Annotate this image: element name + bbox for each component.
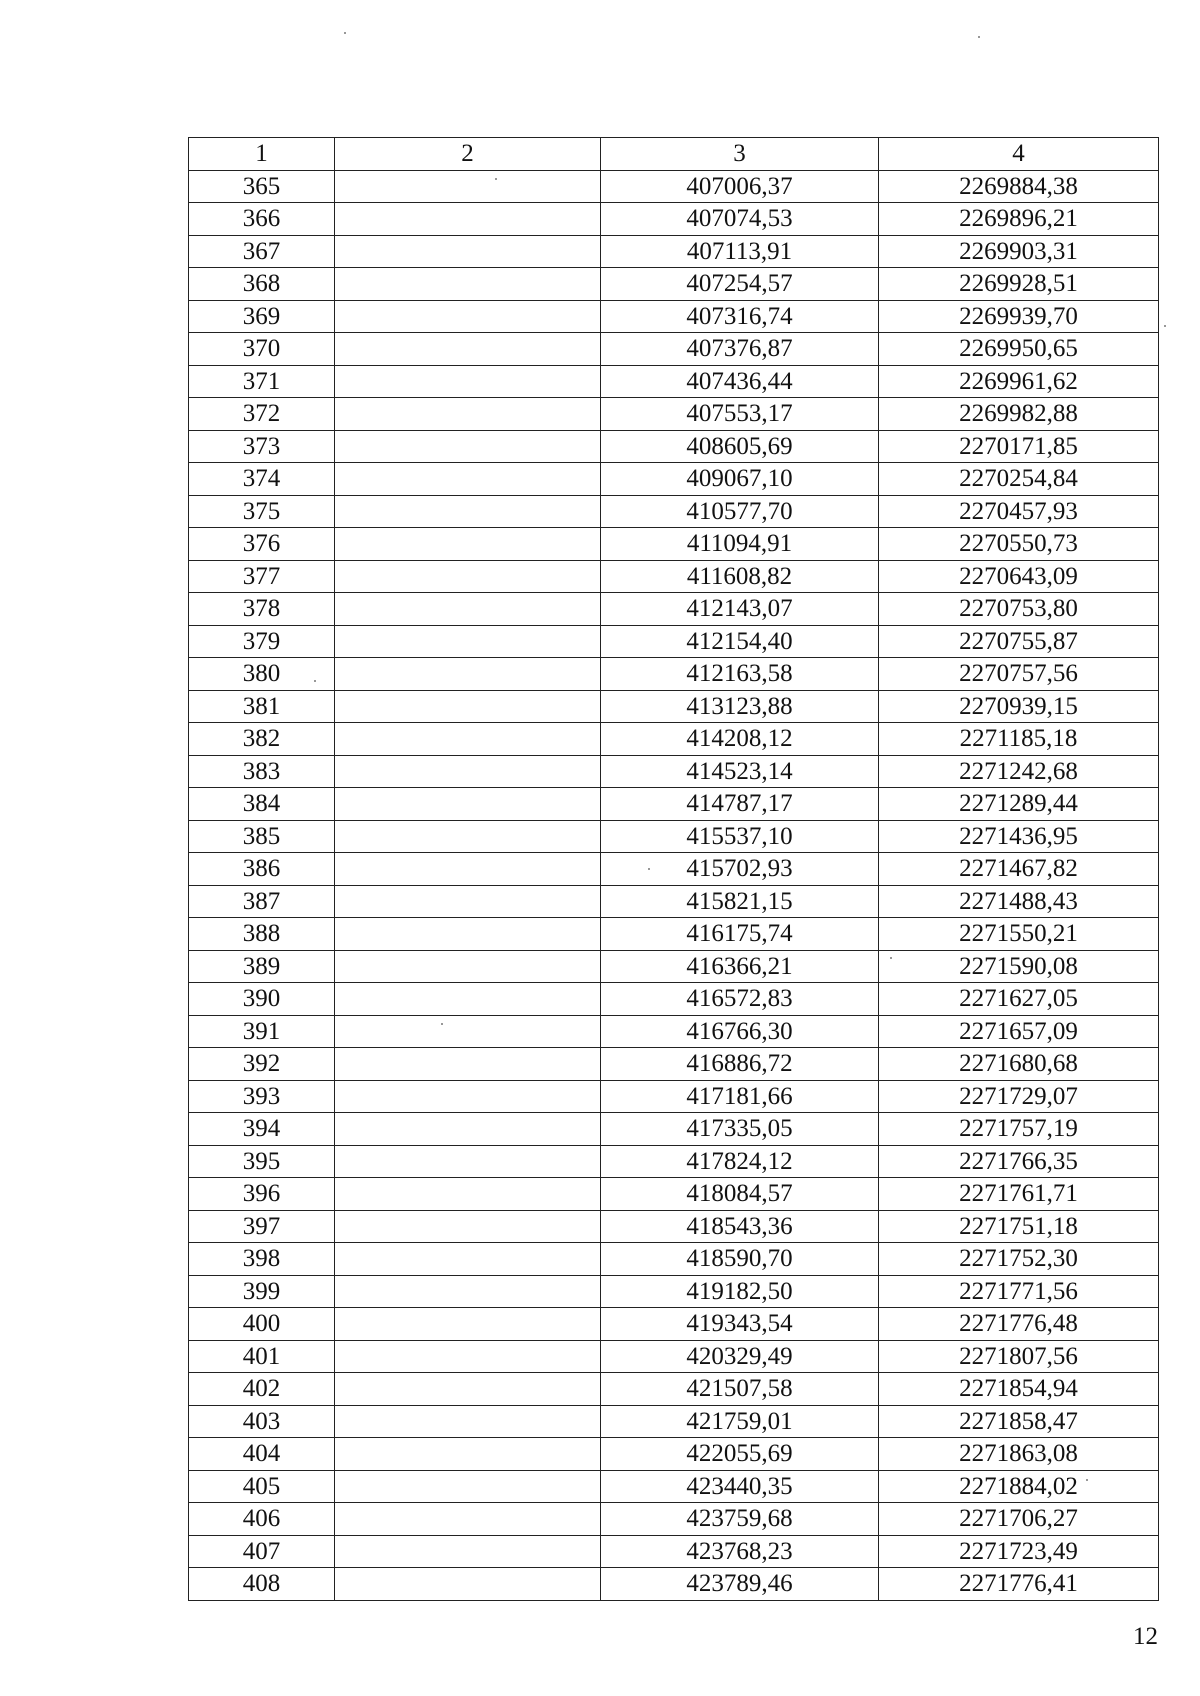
table-cell-col-3: 418590,70 bbox=[601, 1243, 879, 1276]
table-row bbox=[189, 1405, 1159, 1438]
table-cell-col-1: 374 bbox=[189, 463, 335, 496]
table-row bbox=[189, 1178, 1159, 1211]
table-row bbox=[189, 268, 1159, 301]
table-row bbox=[189, 1145, 1159, 1178]
table-cell-col-1: 385 bbox=[189, 820, 335, 853]
table-cell-col-1: 378 bbox=[189, 593, 335, 626]
table-cell-col-1: 384 bbox=[189, 788, 335, 821]
table-cell-col-3: 407376,87 bbox=[601, 333, 879, 366]
table-cell-col-4: 2271723,49 bbox=[879, 1535, 1159, 1568]
table-cell-col-2 bbox=[335, 495, 601, 528]
table-cell-col-2 bbox=[335, 755, 601, 788]
table-cell-col-1: 397 bbox=[189, 1210, 335, 1243]
table-cell-col-1: 367 bbox=[189, 235, 335, 268]
scan-speck bbox=[1086, 1479, 1088, 1481]
table-cell-col-2 bbox=[335, 1405, 601, 1438]
table-cell-col-1: 383 bbox=[189, 755, 335, 788]
table-cell-col-4: 2271436,95 bbox=[879, 820, 1159, 853]
table-cell-col-3: 417335,05 bbox=[601, 1113, 879, 1146]
table-cell-col-2 bbox=[335, 1373, 601, 1406]
table-row bbox=[189, 983, 1159, 1016]
table-cell-col-2 bbox=[335, 463, 601, 496]
table-cell-col-4: 2269950,65 bbox=[879, 333, 1159, 366]
table-cell-col-2 bbox=[335, 300, 601, 333]
table-cell-col-1: 381 bbox=[189, 690, 335, 723]
table-row bbox=[189, 593, 1159, 626]
table-row bbox=[189, 918, 1159, 951]
table-cell-col-3: 413123,88 bbox=[601, 690, 879, 723]
table-cell-col-1: 390 bbox=[189, 983, 335, 1016]
table-row bbox=[189, 658, 1159, 691]
table-cell-col-3: 415821,15 bbox=[601, 885, 879, 918]
table-cell-col-4: 2271863,08 bbox=[879, 1438, 1159, 1471]
table-cell-col-3: 418084,57 bbox=[601, 1178, 879, 1211]
table-cell-col-1: 396 bbox=[189, 1178, 335, 1211]
table-cell-col-1: 407 bbox=[189, 1535, 335, 1568]
table-cell-col-2 bbox=[335, 1568, 601, 1601]
table-row bbox=[189, 1113, 1159, 1146]
column-header-4: 4 bbox=[879, 138, 1159, 171]
table-cell-col-1: 392 bbox=[189, 1048, 335, 1081]
table-cell-col-2 bbox=[335, 1340, 601, 1373]
table-cell-col-4: 2271751,18 bbox=[879, 1210, 1159, 1243]
table-cell-col-3: 419343,54 bbox=[601, 1308, 879, 1341]
table-cell-col-1: 369 bbox=[189, 300, 335, 333]
scan-speck bbox=[890, 957, 892, 959]
table-row bbox=[189, 820, 1159, 853]
table-cell-col-2 bbox=[335, 1178, 601, 1211]
table-row bbox=[189, 170, 1159, 203]
table-cell-col-4: 2271757,19 bbox=[879, 1113, 1159, 1146]
table-cell-col-3: 407254,57 bbox=[601, 268, 879, 301]
table-cell-col-3: 408605,69 bbox=[601, 430, 879, 463]
table-cell-col-3: 411608,82 bbox=[601, 560, 879, 593]
table-cell-col-1: 375 bbox=[189, 495, 335, 528]
table-cell-col-1: 408 bbox=[189, 1568, 335, 1601]
table-cell-col-1: 404 bbox=[189, 1438, 335, 1471]
table-cell-col-4: 2269982,88 bbox=[879, 398, 1159, 431]
table-cell-col-3: 407074,53 bbox=[601, 203, 879, 236]
table-row bbox=[189, 235, 1159, 268]
table-row bbox=[189, 365, 1159, 398]
table-cell-col-4: 2270643,09 bbox=[879, 560, 1159, 593]
table-cell-col-4: 2269939,70 bbox=[879, 300, 1159, 333]
table-row bbox=[189, 430, 1159, 463]
table-cell-col-3: 415537,10 bbox=[601, 820, 879, 853]
table-cell-col-2 bbox=[335, 723, 601, 756]
table-cell-col-2 bbox=[335, 398, 601, 431]
table-row bbox=[189, 333, 1159, 366]
table-cell-col-2 bbox=[335, 1503, 601, 1536]
table-cell-col-4: 2271776,48 bbox=[879, 1308, 1159, 1341]
table-cell-col-4: 2271550,21 bbox=[879, 918, 1159, 951]
table-cell-col-3: 416175,74 bbox=[601, 918, 879, 951]
table-row bbox=[189, 723, 1159, 756]
scan-speck bbox=[978, 36, 980, 38]
table-cell-col-1: 389 bbox=[189, 950, 335, 983]
table-cell-col-4: 2271752,30 bbox=[879, 1243, 1159, 1276]
table-cell-col-3: 422055,69 bbox=[601, 1438, 879, 1471]
table-row bbox=[189, 1438, 1159, 1471]
table-cell-col-4: 2269896,21 bbox=[879, 203, 1159, 236]
table-cell-col-3: 407436,44 bbox=[601, 365, 879, 398]
table-cell-col-1: 395 bbox=[189, 1145, 335, 1178]
table-cell-col-1: 393 bbox=[189, 1080, 335, 1113]
table-cell-col-2 bbox=[335, 430, 601, 463]
table-cell-col-1: 401 bbox=[189, 1340, 335, 1373]
table-row bbox=[189, 755, 1159, 788]
table-row bbox=[189, 560, 1159, 593]
table-cell-col-2 bbox=[335, 625, 601, 658]
table-cell-col-3: 423759,68 bbox=[601, 1503, 879, 1536]
table-cell-col-4: 2270171,85 bbox=[879, 430, 1159, 463]
table-cell-col-2 bbox=[335, 170, 601, 203]
table-row bbox=[189, 885, 1159, 918]
table-cell-col-3: 414523,14 bbox=[601, 755, 879, 788]
table-cell-col-4: 2271657,09 bbox=[879, 1015, 1159, 1048]
table-cell-col-4: 2270550,73 bbox=[879, 528, 1159, 561]
table-cell-col-1: 370 bbox=[189, 333, 335, 366]
table-cell-col-1: 366 bbox=[189, 203, 335, 236]
table-cell-col-2 bbox=[335, 1080, 601, 1113]
table-cell-col-2 bbox=[335, 528, 601, 561]
table-cell-col-2 bbox=[335, 593, 601, 626]
table-cell-col-3: 407553,17 bbox=[601, 398, 879, 431]
table-cell-col-3: 419182,50 bbox=[601, 1275, 879, 1308]
table-cell-col-3: 417824,12 bbox=[601, 1145, 879, 1178]
table-cell-col-4: 2269884,38 bbox=[879, 170, 1159, 203]
table-cell-col-2 bbox=[335, 1438, 601, 1471]
table-body bbox=[189, 170, 1159, 1600]
table-cell-col-4: 2271185,18 bbox=[879, 723, 1159, 756]
table-cell-col-4: 2270757,56 bbox=[879, 658, 1159, 691]
table-cell-col-3: 416572,83 bbox=[601, 983, 879, 1016]
table-cell-col-4: 2271467,82 bbox=[879, 853, 1159, 886]
table-cell-col-3: 416366,21 bbox=[601, 950, 879, 983]
table-cell-col-4: 2271590,08 bbox=[879, 950, 1159, 983]
table-cell-col-4: 2271680,68 bbox=[879, 1048, 1159, 1081]
table-cell-col-1: 400 bbox=[189, 1308, 335, 1341]
scan-speck bbox=[441, 1023, 443, 1025]
table-cell-col-2 bbox=[335, 885, 601, 918]
table-cell-col-1: 391 bbox=[189, 1015, 335, 1048]
table-cell-col-1: 388 bbox=[189, 918, 335, 951]
table-row bbox=[189, 495, 1159, 528]
table-row bbox=[189, 1470, 1159, 1503]
table-cell-col-1: 387 bbox=[189, 885, 335, 918]
page-number: 12 bbox=[1133, 1623, 1158, 1650]
table-cell-col-1: 379 bbox=[189, 625, 335, 658]
table-cell-col-3: 418543,36 bbox=[601, 1210, 879, 1243]
table-row bbox=[189, 398, 1159, 431]
table-cell-col-2 bbox=[335, 918, 601, 951]
table-row bbox=[189, 300, 1159, 333]
table-cell-col-3: 423789,46 bbox=[601, 1568, 879, 1601]
table-cell-col-2 bbox=[335, 333, 601, 366]
scan-speck bbox=[1164, 325, 1166, 327]
table-cell-col-3: 412163,58 bbox=[601, 658, 879, 691]
table-cell-col-3: 410577,70 bbox=[601, 495, 879, 528]
table-cell-col-2 bbox=[335, 788, 601, 821]
column-header-3: 3 bbox=[601, 138, 879, 171]
table-cell-col-3: 417181,66 bbox=[601, 1080, 879, 1113]
table-cell-col-2 bbox=[335, 1243, 601, 1276]
table-row bbox=[189, 788, 1159, 821]
table-row bbox=[189, 1243, 1159, 1276]
table-cell-col-4: 2269961,62 bbox=[879, 365, 1159, 398]
table-cell-col-2 bbox=[335, 203, 601, 236]
table-cell-col-1: 365 bbox=[189, 170, 335, 203]
table-cell-col-2 bbox=[335, 820, 601, 853]
table-cell-col-3: 412154,40 bbox=[601, 625, 879, 658]
table-cell-col-3: 416886,72 bbox=[601, 1048, 879, 1081]
table-cell-col-2 bbox=[335, 268, 601, 301]
table-cell-col-1: 406 bbox=[189, 1503, 335, 1536]
table-row bbox=[189, 1340, 1159, 1373]
table-row bbox=[189, 1373, 1159, 1406]
scan-speck bbox=[648, 868, 650, 870]
table-row bbox=[189, 625, 1159, 658]
table-cell-col-4: 2270753,80 bbox=[879, 593, 1159, 626]
table-cell-col-4: 2271884,02 bbox=[879, 1470, 1159, 1503]
table-cell-col-4: 2271807,56 bbox=[879, 1340, 1159, 1373]
table-cell-col-1: 376 bbox=[189, 528, 335, 561]
table-cell-col-3: 407113,91 bbox=[601, 235, 879, 268]
scan-speck bbox=[344, 32, 346, 34]
table-cell-col-1: 377 bbox=[189, 560, 335, 593]
table-cell-col-2 bbox=[335, 1145, 601, 1178]
table-cell-col-3: 415702,93 bbox=[601, 853, 879, 886]
table-cell-col-1: 382 bbox=[189, 723, 335, 756]
table-cell-col-4: 2270254,84 bbox=[879, 463, 1159, 496]
table-cell-col-1: 386 bbox=[189, 853, 335, 886]
column-header-2: 2 bbox=[335, 138, 601, 171]
table-cell-col-1: 394 bbox=[189, 1113, 335, 1146]
table-cell-col-4: 2271242,68 bbox=[879, 755, 1159, 788]
table-cell-col-4: 2271289,44 bbox=[879, 788, 1159, 821]
table-header bbox=[189, 138, 1159, 171]
table-cell-col-3: 411094,91 bbox=[601, 528, 879, 561]
table-cell-col-4: 2271854,94 bbox=[879, 1373, 1159, 1406]
table-row bbox=[189, 1568, 1159, 1601]
table-cell-col-4: 2270939,15 bbox=[879, 690, 1159, 723]
table-row bbox=[189, 203, 1159, 236]
table-row bbox=[189, 1015, 1159, 1048]
table-cell-col-2 bbox=[335, 1535, 601, 1568]
table-cell-col-3: 423768,23 bbox=[601, 1535, 879, 1568]
table-cell-col-4: 2271488,43 bbox=[879, 885, 1159, 918]
coordinates-table bbox=[188, 137, 1159, 1601]
table-cell-col-1: 402 bbox=[189, 1373, 335, 1406]
table-row bbox=[189, 1080, 1159, 1113]
table-cell-col-3: 407006,37 bbox=[601, 170, 879, 203]
table-cell-col-3: 414208,12 bbox=[601, 723, 879, 756]
table-cell-col-1: 373 bbox=[189, 430, 335, 463]
table-cell-col-4: 2271729,07 bbox=[879, 1080, 1159, 1113]
column-header-1: 1 bbox=[189, 138, 335, 171]
table-cell-col-3: 420329,49 bbox=[601, 1340, 879, 1373]
table-cell-col-4: 2271706,27 bbox=[879, 1503, 1159, 1536]
table-cell-col-2 bbox=[335, 235, 601, 268]
table-row bbox=[189, 950, 1159, 983]
table-cell-col-2 bbox=[335, 853, 601, 886]
table-cell-col-2 bbox=[335, 1113, 601, 1146]
table-cell-col-4: 2271766,35 bbox=[879, 1145, 1159, 1178]
table-cell-col-3: 407316,74 bbox=[601, 300, 879, 333]
table-cell-col-1: 405 bbox=[189, 1470, 335, 1503]
table-cell-col-4: 2271761,71 bbox=[879, 1178, 1159, 1211]
header-row bbox=[189, 138, 1159, 171]
table-cell-col-3: 409067,10 bbox=[601, 463, 879, 496]
table-cell-col-3: 423440,35 bbox=[601, 1470, 879, 1503]
table-row bbox=[189, 1535, 1159, 1568]
scan-speck bbox=[495, 178, 497, 180]
table-cell-col-2 bbox=[335, 658, 601, 691]
table-cell-col-1: 372 bbox=[189, 398, 335, 431]
table-cell-col-3: 412143,07 bbox=[601, 593, 879, 626]
table-cell-col-2 bbox=[335, 365, 601, 398]
table-cell-col-2 bbox=[335, 1048, 601, 1081]
table-cell-col-4: 2271627,05 bbox=[879, 983, 1159, 1016]
table-row bbox=[189, 1048, 1159, 1081]
scan-speck bbox=[314, 680, 316, 682]
table-cell-col-4: 2271771,56 bbox=[879, 1275, 1159, 1308]
table-row bbox=[189, 1275, 1159, 1308]
table-cell-col-3: 416766,30 bbox=[601, 1015, 879, 1048]
table-cell-col-2 bbox=[335, 1015, 601, 1048]
table-cell-col-2 bbox=[335, 1210, 601, 1243]
table-cell-col-3: 421507,58 bbox=[601, 1373, 879, 1406]
table-cell-col-2 bbox=[335, 560, 601, 593]
table-cell-col-1: 398 bbox=[189, 1243, 335, 1276]
table-cell-col-2 bbox=[335, 950, 601, 983]
table-cell-col-4: 2270755,87 bbox=[879, 625, 1159, 658]
table-cell-col-4: 2269928,51 bbox=[879, 268, 1159, 301]
table-row bbox=[189, 1308, 1159, 1341]
table-cell-col-4: 2269903,31 bbox=[879, 235, 1159, 268]
table-cell-col-2 bbox=[335, 983, 601, 1016]
table-cell-col-3: 421759,01 bbox=[601, 1405, 879, 1438]
table-cell-col-2 bbox=[335, 1470, 601, 1503]
table-cell-col-4: 2270457,93 bbox=[879, 495, 1159, 528]
table-cell-col-2 bbox=[335, 1275, 601, 1308]
table-row bbox=[189, 528, 1159, 561]
table-cell-col-1: 368 bbox=[189, 268, 335, 301]
table-row bbox=[189, 463, 1159, 496]
table-cell-col-4: 2271776,41 bbox=[879, 1568, 1159, 1601]
table-row bbox=[189, 690, 1159, 723]
table-cell-col-1: 403 bbox=[189, 1405, 335, 1438]
table-cell-col-1: 380 bbox=[189, 658, 335, 691]
table-cell-col-1: 399 bbox=[189, 1275, 335, 1308]
table-row bbox=[189, 853, 1159, 886]
table-cell-col-3: 414787,17 bbox=[601, 788, 879, 821]
table-cell-col-4: 2271858,47 bbox=[879, 1405, 1159, 1438]
table-cell-col-2 bbox=[335, 1308, 601, 1341]
table-cell-col-2 bbox=[335, 690, 601, 723]
table-row bbox=[189, 1210, 1159, 1243]
table-cell-col-1: 371 bbox=[189, 365, 335, 398]
table-row bbox=[189, 1503, 1159, 1536]
